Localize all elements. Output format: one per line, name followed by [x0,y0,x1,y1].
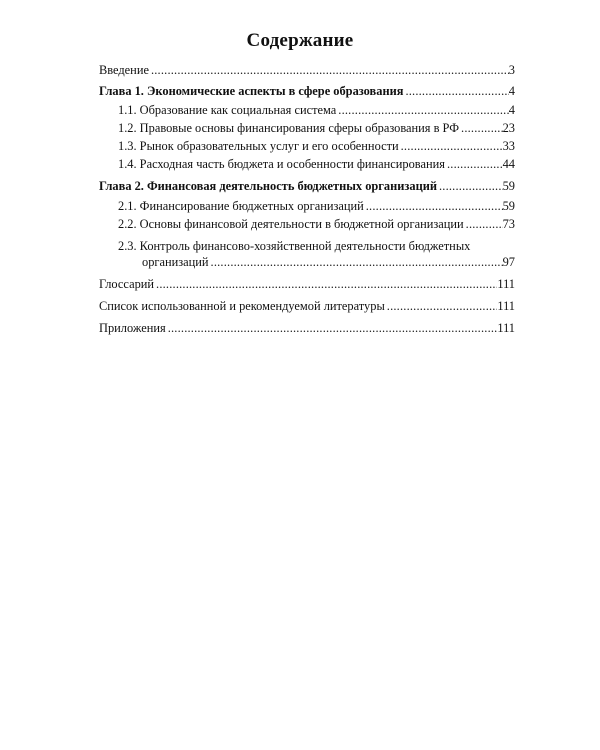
dot-leader [447,156,503,172]
toc-entry-page: 97 [502,255,515,269]
toc-entry-label: 1.1. Образование как социальная система [118,103,337,117]
toc-entry-introduction[interactable] [99,62,515,78]
toc-entry-section-1-1[interactable] [118,102,515,118]
dot-leader [439,178,503,194]
toc-entry-glossary[interactable] [99,276,515,292]
toc-entry-page: 111 [497,299,515,313]
toc-entry-label: Глоссарий [99,277,155,291]
toc-entry-bibliography[interactable] [99,298,515,314]
toc-entry-label-line-2: организаций [142,255,209,269]
toc-entry-label: 2.2. Основы финансовой деятельности в бюджетной организации [118,217,464,231]
page-title: Содержание [246,30,354,51]
toc-entry-page: 111 [497,321,515,335]
dot-leader [168,320,498,336]
toc-entry-chapter-2[interactable] [99,178,515,194]
toc-entry-section-2-1[interactable] [118,198,515,214]
toc-entry-page: 33 [502,139,515,153]
toc-entry-page: 44 [502,157,515,171]
toc-entry-page: 59 [502,179,515,193]
toc-entry-label: 1.3. Рынок образовательных услуг и его особенности [118,139,399,153]
dot-leader [466,216,503,232]
toc-entry-label: 2.1. Финансирование бюджетных организаций [118,199,364,213]
toc-entry-label: Глава 1. Экономические аспекты в сфере образования [99,84,404,98]
dot-leader [151,62,509,78]
toc-entry-label-line-1: 2.3. Контроль финансово-хозяйственной деятельности бюджетных [118,239,471,253]
toc-entry-page: 59 [502,199,515,213]
toc-entry-section-1-4[interactable] [118,156,515,172]
dot-leader [401,138,503,154]
toc-entry-continuation [142,254,515,270]
toc-entry-label: 1.4. Расходная часть бюджета и особенности финансирования [118,157,445,171]
toc-entry-label: Введение [99,63,149,77]
toc-entry-label: 1.2. Правовые основы финансирования сферы образования в РФ [118,121,460,135]
toc-entry-label: Глава 2. Финансовая деятельность бюджетных организаций [99,179,437,193]
toc-entry-page: 111 [497,277,515,291]
toc-entry-page: 23 [502,121,515,135]
dot-leader [338,102,509,118]
toc-entry-label: Список использованной и рекомендуемой литературы [99,299,385,313]
dot-leader [211,254,503,270]
toc-entry-section-2-2[interactable] [118,216,515,232]
dot-leader [405,83,508,99]
toc-entry-page: 4 [508,84,515,98]
toc-entry-page: 4 [508,103,515,117]
dot-leader [387,298,498,314]
dot-leader [461,120,503,136]
toc-entry-label: Приложения [99,321,166,335]
dot-leader [366,198,503,214]
toc-entry-appendices[interactable] [99,320,515,336]
dot-leader [156,276,497,292]
toc-entry-page: 3 [508,63,515,77]
toc-entry-section-1-2[interactable] [118,120,515,136]
toc-entry-page: 73 [502,217,515,231]
toc-entry-chapter-1[interactable] [99,83,515,99]
toc-entry-section-1-3[interactable] [118,138,515,154]
